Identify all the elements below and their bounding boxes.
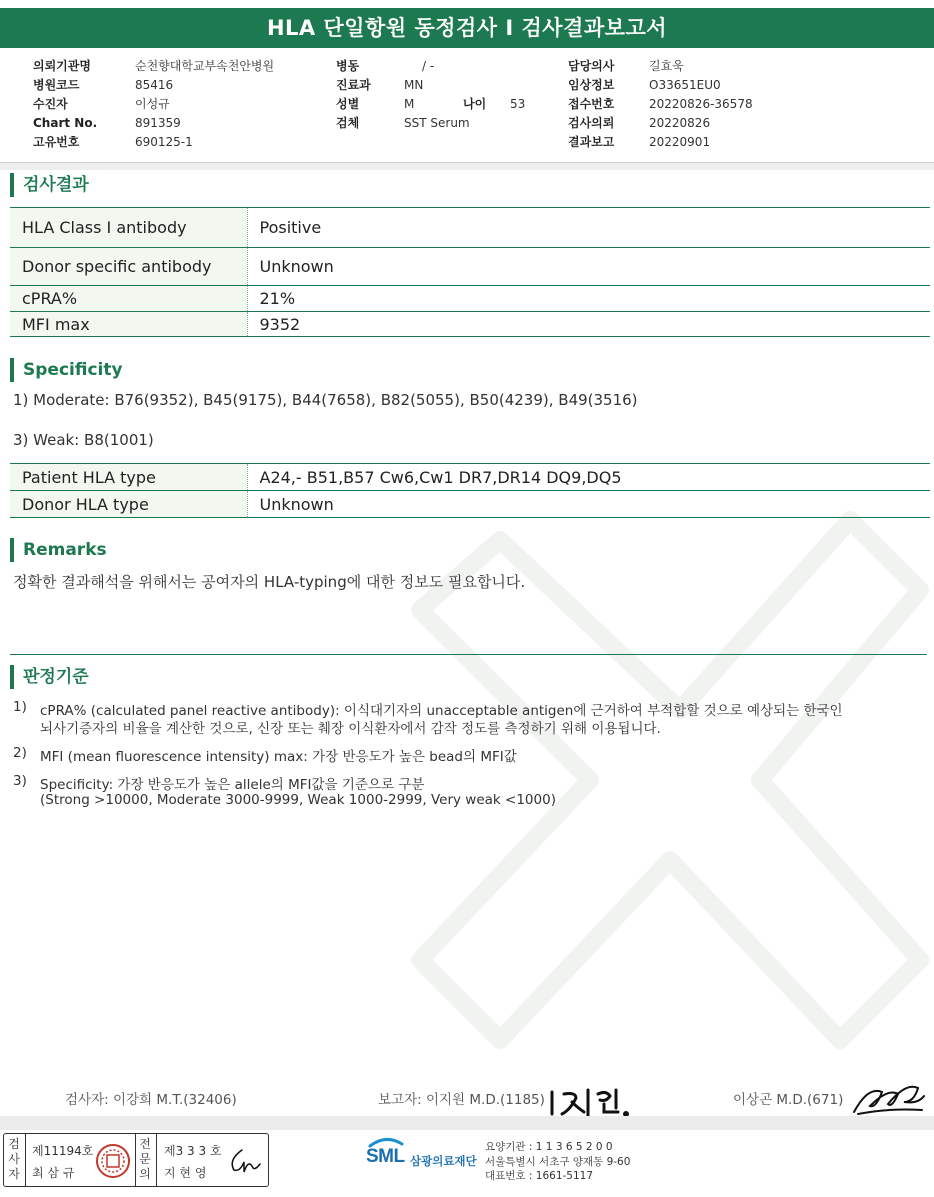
specificity-heading: Specificity bbox=[10, 358, 123, 382]
criteria-num-3: 3) bbox=[13, 773, 27, 789]
criteria-2-line1: MFI (mean fluorescence intensity) max: 가장 반응도가 높은 bead의 MFI값 bbox=[40, 749, 517, 765]
value-receipt-no: 20220826-36578 bbox=[649, 97, 753, 111]
foundation-line3: 대표번호 : 1661-5117 bbox=[485, 1170, 594, 1182]
stamp-divider bbox=[25, 1134, 26, 1186]
table-row bbox=[10, 464, 930, 491]
label-patient: 수진자 bbox=[33, 97, 68, 111]
vlabel-char: 사 bbox=[8, 1152, 20, 1166]
value-chart-no: 891359 bbox=[135, 116, 181, 130]
result-key: HLA Class I antibody bbox=[10, 208, 247, 248]
remarks-heading: Remarks bbox=[10, 538, 107, 562]
value-sex: M bbox=[404, 97, 415, 111]
examiner-signature: 검사자: 이강희 M.T.(32406) bbox=[65, 1092, 237, 1108]
result-value: Unknown bbox=[259, 257, 334, 276]
stamp-divider bbox=[135, 1134, 136, 1186]
label-clinical-info: 임상정보 bbox=[568, 78, 615, 92]
remarks-text: 정확한 결과해석을 위해서는 공여자의 HLA-typing에 대한 정보도 필요합니다. bbox=[13, 573, 526, 591]
hla-value: A24,- B51,B57 Cw6,Cw1 DR7,DR14 DQ9,DQ5 bbox=[259, 467, 622, 487]
hla-key: Patient HLA type bbox=[10, 464, 247, 491]
hla-key: Donor HLA type bbox=[10, 491, 247, 518]
value-department: MN bbox=[404, 78, 424, 92]
footer-separator bbox=[0, 1116, 934, 1130]
criteria-3-line1: Specificity: 가장 반응도가 높은 allele의 MFI값을 기준으로 구분 bbox=[40, 777, 425, 793]
criteria-heading: 판정기준 bbox=[10, 665, 89, 689]
label-chart-no: Chart No. bbox=[33, 116, 98, 130]
examiner-name: 최 삼 규 bbox=[32, 1166, 75, 1180]
value-clinical-info: O33651EU0 bbox=[649, 78, 721, 92]
vlabel-char: 전 bbox=[139, 1137, 151, 1151]
examiner-license: 제11194호 bbox=[32, 1144, 94, 1158]
examiner-vertical-label bbox=[7, 1137, 21, 1182]
label-referring-institution: 의뢰기관명 bbox=[33, 59, 91, 73]
sml-logo-text: SML bbox=[366, 1146, 405, 1167]
table-row bbox=[10, 491, 930, 518]
reporter-signature: 보고자: 이지원 M.D.(1185) bbox=[378, 1092, 545, 1108]
value-age: 53 bbox=[510, 97, 526, 111]
label-department: 진료과 bbox=[336, 78, 371, 92]
label-report-date: 결과보고 bbox=[568, 135, 615, 149]
foundation-line2: 서울특별시 서초구 양재동 9-60 bbox=[485, 1155, 631, 1168]
value-referring-institution: 순천향대학교부속천안병원 bbox=[135, 59, 275, 73]
table-row bbox=[10, 208, 930, 248]
result-key: Donor specific antibody bbox=[10, 248, 247, 286]
criteria-1-line2: 뇌사기증자의 비율을 계산한 것으로, 신장 또는 췌장 이식환자에서 감작 정도를 측정하기 위해 이용됩니다. bbox=[40, 721, 661, 737]
value-hospital-code: 85416 bbox=[135, 78, 174, 92]
label-receipt-no: 접수번호 bbox=[568, 97, 615, 111]
label-specimen: 검체 bbox=[336, 116, 360, 130]
foundation-name: 삼광의료재단 bbox=[410, 1154, 477, 1168]
director-handwritten-signature bbox=[848, 1078, 928, 1118]
label-request-date: 검사의뢰 bbox=[568, 116, 615, 130]
table-row bbox=[10, 248, 930, 286]
patient-info-col2 bbox=[336, 57, 556, 133]
value-specimen: SST Serum bbox=[404, 116, 470, 130]
specificity-weak: 3) Weak: B8(1001) bbox=[13, 431, 154, 449]
label-age: 나이 bbox=[463, 97, 487, 111]
label-hospital-code: 병원코드 bbox=[33, 78, 80, 92]
vlabel-char: 의 bbox=[139, 1167, 151, 1181]
label-doctor: 담당의사 bbox=[568, 59, 615, 73]
criteria-1-line1: cPRA% (calculated panel reactive antibody): 이식대기자의 unacceptable antigen에 근거하여 부적합할 것으로 예상되는 한국인 bbox=[40, 703, 843, 719]
hla-type-table bbox=[10, 463, 930, 518]
vlabel-char: 검 bbox=[8, 1137, 20, 1151]
vlabel-char: 자 bbox=[8, 1167, 20, 1181]
result-value: 21% bbox=[259, 289, 296, 308]
table-row bbox=[10, 286, 930, 312]
label-unique-id: 고유번호 bbox=[33, 135, 80, 149]
result-key: MFI max bbox=[10, 312, 247, 337]
value-doctor: 길효욱 bbox=[649, 59, 684, 73]
specialist-name: 지 현 영 bbox=[164, 1166, 207, 1180]
results-table bbox=[10, 207, 930, 337]
red-seal-icon bbox=[95, 1143, 131, 1179]
results-heading: 검사결과 bbox=[10, 173, 89, 197]
header-separator bbox=[0, 162, 934, 170]
value-report-date: 20220901 bbox=[649, 135, 711, 149]
specialist-license: 제3 3 3 호 bbox=[164, 1144, 222, 1158]
patient-info-col1 bbox=[33, 57, 333, 152]
vlabel-char: 문 bbox=[139, 1152, 151, 1166]
patient-info-col3 bbox=[568, 57, 868, 152]
label-sex: 성별 bbox=[336, 97, 360, 111]
label-ward: 병동 bbox=[336, 59, 360, 73]
report-title: HLA 단일항원 동정검사 I 검사결과보고서 bbox=[0, 8, 934, 48]
license-stamp-box bbox=[3, 1133, 269, 1187]
table-row bbox=[10, 312, 930, 337]
value-unique-id: 690125-1 bbox=[135, 135, 193, 149]
result-value: Positive bbox=[259, 218, 322, 237]
specialist-vertical-label bbox=[138, 1137, 152, 1182]
value-ward: / - bbox=[422, 59, 435, 73]
foundation-line1: 요양기관 : 1 1 3 6 5 2 0 0 bbox=[485, 1141, 613, 1153]
hla-value: Unknown bbox=[259, 494, 334, 514]
specificity-moderate: 1) Moderate: B76(9352), B45(9175), B44(7658), B82(5055), B50(4239), B49(3516) bbox=[13, 391, 638, 409]
reporter-handwritten-signature bbox=[546, 1080, 636, 1120]
stamp-divider bbox=[156, 1134, 157, 1186]
result-key: cPRA% bbox=[10, 286, 247, 312]
specialist-handwritten-signature bbox=[226, 1146, 264, 1176]
divider bbox=[10, 654, 927, 655]
foundation-address bbox=[485, 1140, 630, 1184]
value-patient: 이성규 bbox=[135, 97, 170, 111]
result-value: 9352 bbox=[259, 314, 301, 334]
criteria-3-line2: (Strong >10000, Moderate 3000-9999, Weak 1000-2999, Very weak <1000) bbox=[40, 792, 556, 808]
director-signature: 이상곤 M.D.(671) bbox=[733, 1092, 844, 1108]
criteria-num-2: 2) bbox=[13, 745, 27, 761]
value-request-date: 20220826 bbox=[649, 116, 711, 130]
criteria-num-1: 1) bbox=[13, 699, 27, 715]
